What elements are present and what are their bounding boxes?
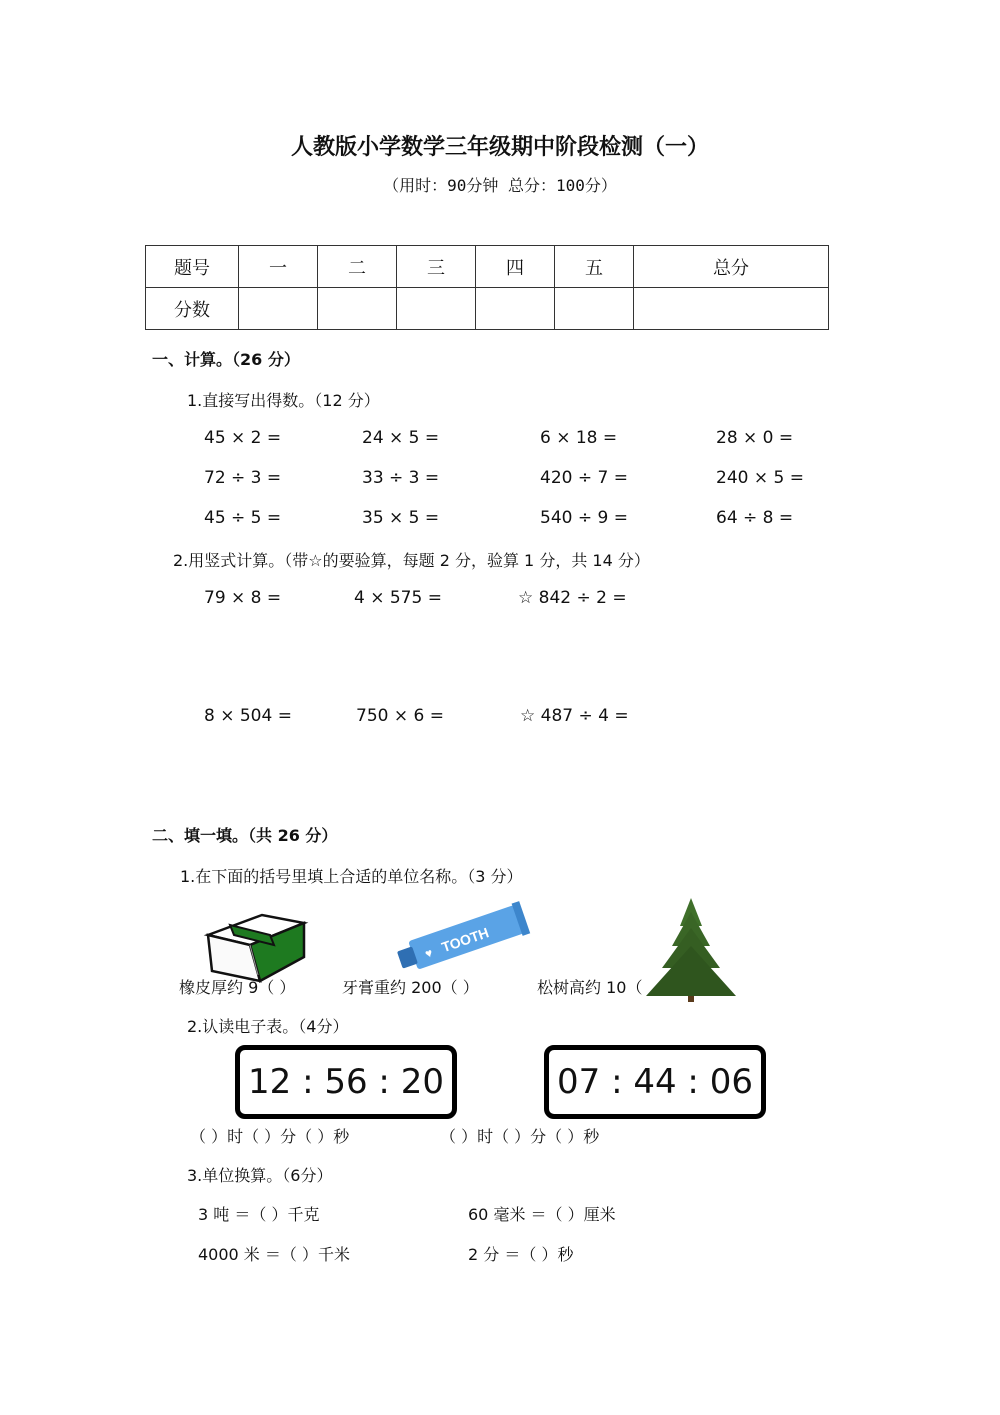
section1-heading: 一、计算。（26 分） bbox=[152, 350, 300, 369]
eraser-illustration bbox=[200, 895, 315, 985]
score-blank-cell bbox=[239, 288, 318, 330]
page-title: 人教版小学数学三年级期中阶段检测（一） bbox=[290, 135, 709, 160]
score-cell: 三 bbox=[397, 246, 476, 288]
score-blank-cell bbox=[318, 288, 397, 330]
clock1-answer: （ ）时（ ）分（ ）秒 bbox=[190, 1127, 350, 1146]
conversion-item: 60 毫米 ＝（ ）厘米 bbox=[468, 1205, 616, 1224]
svg-text:♥: ♥ bbox=[423, 945, 435, 962]
score-cell: 总分 bbox=[634, 246, 829, 288]
score-table bbox=[145, 245, 829, 330]
section2-q1-label: 1.在下面的括号里填上合适的单位名称。（3 分） bbox=[180, 867, 523, 886]
section2-q2-label: 2.认读电子表。（4分） bbox=[187, 1017, 349, 1036]
score-cell: 四 bbox=[476, 246, 555, 288]
score-blank-cell bbox=[634, 288, 829, 330]
score-blank-cell bbox=[397, 288, 476, 330]
score-cell: 分数 bbox=[146, 288, 239, 330]
section2-q3-label: 3.单位换算。（6分） bbox=[187, 1166, 333, 1185]
score-cell: 一 bbox=[239, 246, 318, 288]
conversion-item: 3 吨 ＝（ ）千克 bbox=[198, 1205, 320, 1224]
equation: 240 × 5 = bbox=[716, 468, 804, 488]
item-toothpaste: 牙膏重约 200（ ） bbox=[342, 978, 479, 997]
digital-clock-1: 12 : 56 : 20 bbox=[235, 1045, 457, 1119]
score-blank-cell bbox=[555, 288, 634, 330]
equation: 45 ÷ 5 = bbox=[204, 508, 282, 528]
score-value-row bbox=[146, 288, 829, 330]
equation: 420 ÷ 7 = bbox=[540, 468, 628, 488]
score-blank-cell bbox=[476, 288, 555, 330]
equation: 33 ÷ 3 = bbox=[362, 468, 440, 488]
equation: 45 × 2 = bbox=[204, 428, 282, 448]
equation: 72 ÷ 3 = bbox=[204, 468, 282, 488]
equation: ☆ 842 ÷ 2 = bbox=[518, 588, 627, 608]
equation: 750 × 6 = bbox=[356, 706, 444, 726]
equation: 28 × 0 = bbox=[716, 428, 794, 448]
pine-tree-illustration bbox=[640, 896, 742, 1006]
digital-clock-2: 07 : 44 : 06 bbox=[544, 1045, 766, 1119]
equation: 6 × 18 = bbox=[540, 428, 618, 448]
equation: 540 ÷ 9 = bbox=[540, 508, 628, 528]
item-tree: 松树高约 10（ bbox=[537, 978, 643, 997]
equation: 64 ÷ 8 = bbox=[716, 508, 794, 528]
equation: 35 × 5 = bbox=[362, 508, 440, 528]
clock2-answer: （ ）时（ ）分（ ）秒 bbox=[440, 1127, 600, 1146]
score-cell: 题号 bbox=[146, 246, 239, 288]
equation: 24 × 5 = bbox=[362, 428, 440, 448]
conversion-item: 4000 米 ＝（ ）千米 bbox=[198, 1245, 350, 1264]
page-subtitle: （用时：90分钟 总分：100分） bbox=[383, 176, 617, 195]
score-cell: 二 bbox=[318, 246, 397, 288]
score-cell: 五 bbox=[555, 246, 634, 288]
equation: ☆ 487 ÷ 4 = bbox=[520, 706, 629, 726]
equation: 4 × 575 = bbox=[354, 588, 442, 608]
section1-q2-label: 2.用竖式计算。（带☆的要验算，每题 2 分，验算 1 分，共 14 分） bbox=[173, 551, 650, 570]
conversion-item: 2 分 ＝（ ）秒 bbox=[468, 1245, 574, 1264]
section1-q1-label: 1.直接写出得数。（12 分） bbox=[187, 391, 380, 410]
equation: 8 × 504 = bbox=[204, 706, 292, 726]
score-header-row bbox=[146, 246, 829, 288]
toothpaste-label: TOOTH bbox=[439, 924, 491, 956]
equation: 79 × 8 = bbox=[204, 588, 282, 608]
section2-heading: 二、填一填。（共 26 分） bbox=[152, 826, 338, 845]
toothpaste-illustration bbox=[392, 898, 542, 976]
item-eraser: 橡皮厚约 9（ ） bbox=[179, 978, 296, 997]
